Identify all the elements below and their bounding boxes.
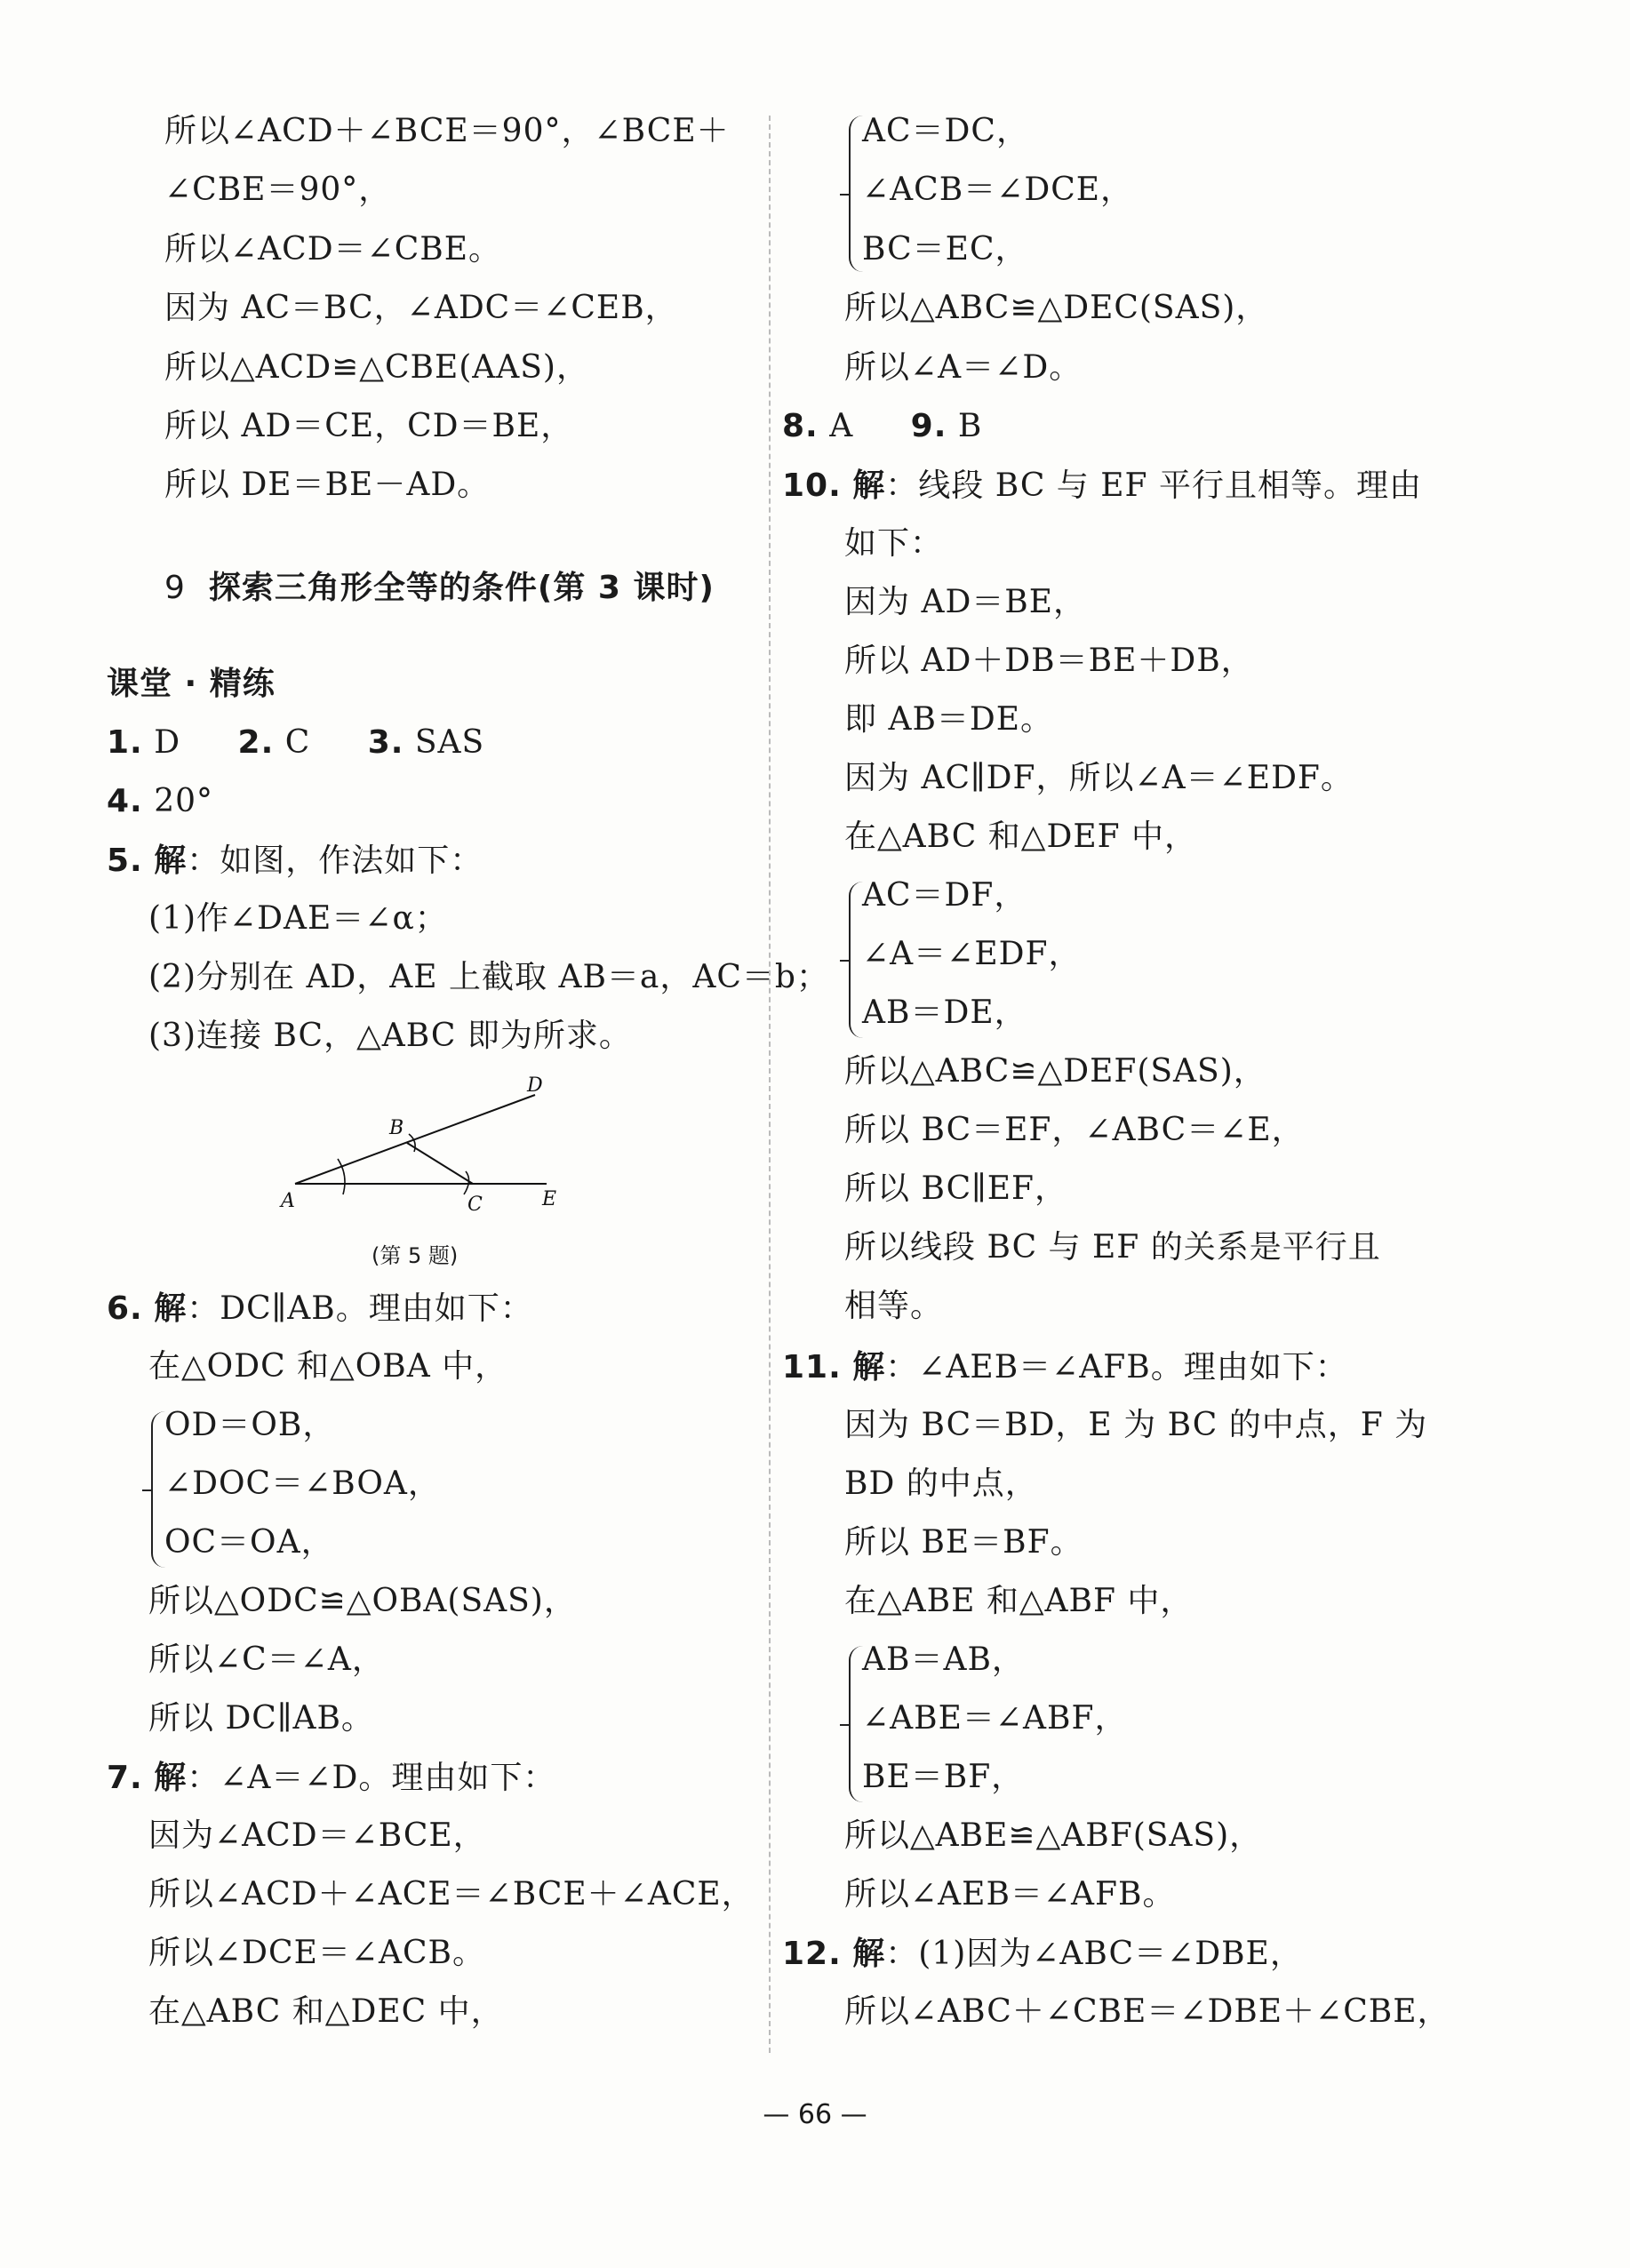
answer-10 xyxy=(782,466,1422,506)
answer-4 xyxy=(107,782,213,821)
figure-label-a: A xyxy=(281,1190,295,1212)
text-line: 相等。 xyxy=(844,1288,944,1324)
solution-label: 解 xyxy=(852,467,886,504)
figure-label-c: C xyxy=(467,1194,483,1216)
subheading: 课堂 · 精练 xyxy=(107,666,276,702)
section-title: 探索三角形全等的条件(第 3 课时) xyxy=(208,570,715,606)
text-line: AB＝DE， xyxy=(862,994,1027,1031)
text-line: 在△ABC 和△DEF 中， xyxy=(844,819,1198,855)
text-line: 因为 AC∥DF，所以∠A＝∠EDF。 xyxy=(844,760,1354,796)
text-line: 如下： xyxy=(844,525,944,562)
text-line: ∠ACB＝∠DCE， xyxy=(862,172,1134,208)
answers-8-9 xyxy=(782,407,982,446)
text-line: 所以∠ACD＋∠ACE＝∠BCE＋∠ACE， xyxy=(148,1876,755,1913)
question-number: 1. xyxy=(107,724,143,761)
text-line: 在△ABE 和△ABF 中， xyxy=(844,1583,1194,1619)
text-line: 所以∠ACD＝∠CBE。 xyxy=(164,231,502,268)
text-line: 所以∠C＝∠A， xyxy=(148,1641,385,1678)
question-number: 8. xyxy=(782,408,819,444)
text-line: 所以∠ABC＋∠CBE＝∠DBE＋∠CBE， xyxy=(844,1993,1450,2030)
text-line: 因为∠ACD＝∠BCE， xyxy=(148,1817,486,1854)
text-line: AC＝DF， xyxy=(862,877,1027,914)
answer: SAS xyxy=(414,724,485,761)
answer-6 xyxy=(107,1289,533,1329)
figure-label-e: E xyxy=(542,1188,557,1210)
text-line: AB＝AB， xyxy=(862,1641,1025,1678)
answers-1-3 xyxy=(107,723,484,763)
answer: D xyxy=(154,724,181,761)
text-line: OD＝OB， xyxy=(164,1407,336,1443)
text-line: 所以线段 BC 与 EF 的关系是平行且 xyxy=(844,1229,1381,1266)
text-line: ∠CBE＝90°， xyxy=(164,172,392,208)
answer: 20° xyxy=(154,783,213,819)
text-line: 即 AB＝DE。 xyxy=(844,701,1054,738)
solution-label: 解 xyxy=(852,1935,886,1972)
text-line: 所以△ABE≌△ABF(SAS)， xyxy=(844,1817,1263,1854)
solution-intro: ：线段 BC 与 EF 平行且相等。理由 xyxy=(885,467,1422,504)
question-number: 11. xyxy=(782,1349,842,1386)
solution-intro: ：∠A＝∠D。理由如下： xyxy=(187,1760,556,1796)
answer-12 xyxy=(782,1934,1303,1974)
column-divider xyxy=(769,116,771,2053)
text-line: 因为 AC＝BC，∠ADC＝∠CEB， xyxy=(164,290,678,326)
question-number: 3. xyxy=(367,724,404,761)
question-number: 10. xyxy=(782,467,842,504)
figure-label-d: D xyxy=(527,1075,543,1097)
text-line: 所以 AD＝CE，CD＝BE， xyxy=(164,408,574,444)
text-line: 所以△ODC≌△OBA(SAS)， xyxy=(148,1583,577,1619)
section-heading xyxy=(164,569,715,608)
text-line: 所以△ACD≌△CBE(AAS)， xyxy=(164,349,589,386)
ray-ad xyxy=(295,1095,535,1184)
text-line: 所以 DC∥AB。 xyxy=(148,1700,374,1737)
page-number: — 66 — xyxy=(763,2099,867,2130)
solution-label: 解 xyxy=(154,1759,188,1796)
geometry-figure xyxy=(276,1075,569,1231)
text-line: 所以△ABC≌△DEC(SAS)， xyxy=(844,290,1269,326)
text-line: BD 的中点， xyxy=(844,1465,1038,1502)
solution-intro: ：DC∥AB。理由如下： xyxy=(187,1290,533,1327)
answer-11 xyxy=(782,1347,1348,1387)
answer: B xyxy=(957,408,983,444)
answer-5 xyxy=(107,841,483,881)
text-line: ∠ABE＝∠ABF， xyxy=(862,1700,1128,1737)
question-number: 4. xyxy=(107,783,143,819)
text-line: 所以 BC∥EF， xyxy=(844,1170,1067,1207)
text-line: 在△ODC 和△OBA 中， xyxy=(148,1348,508,1385)
question-number: 12. xyxy=(782,1936,842,1972)
section-number: 9 xyxy=(164,570,186,606)
text-line: 所以∠ACD＋∠BCE＝90°，∠BCE＋ xyxy=(164,113,730,149)
solution-intro: ：(1)因为∠ABC＝∠DBE， xyxy=(885,1936,1303,1972)
solution-label: 解 xyxy=(154,1290,188,1327)
question-number: 5. xyxy=(107,843,143,879)
text-line: 所以 BC＝EF，∠ABC＝∠E， xyxy=(844,1112,1305,1148)
text-line: 所以 AD＋DB＝BE＋DB， xyxy=(844,643,1254,679)
text-line: 所以∠DCE＝∠ACB。 xyxy=(148,1935,486,1971)
text-line: 所以∠A＝∠D。 xyxy=(844,349,1083,386)
text-line: OC＝OA， xyxy=(164,1524,334,1561)
text-line: (3)连接 BC，△ABC 即为所求。 xyxy=(148,1018,632,1054)
text-line: BC＝EC， xyxy=(862,231,1028,268)
text-line: 在△ABC 和△DEC 中， xyxy=(148,1993,504,2030)
text-line: 因为 BC＝BD，E 为 BC 的中点，F 为 xyxy=(844,1407,1428,1443)
answer: C xyxy=(284,724,311,761)
question-number: 2. xyxy=(237,724,275,761)
solution-label: 解 xyxy=(154,842,188,879)
figure-label-b: B xyxy=(389,1117,404,1139)
text-line: 因为 AD＝BE， xyxy=(844,584,1087,620)
arc-mark xyxy=(409,1134,415,1152)
solution-label: 解 xyxy=(852,1348,886,1386)
question-number: 9. xyxy=(910,408,947,444)
text-line: ∠A＝∠EDF， xyxy=(862,936,1082,972)
answer-7 xyxy=(107,1758,555,1798)
text-line: BE＝BF， xyxy=(862,1759,1025,1795)
text-line: 所以 BE＝BF。 xyxy=(844,1524,1083,1561)
text-line: 所以△ABC≌△DEF(SAS)， xyxy=(844,1053,1266,1090)
text-line: ∠DOC＝∠BOA， xyxy=(164,1465,441,1502)
solution-intro: ：∠AEB＝∠AFB。理由如下： xyxy=(885,1349,1348,1386)
answer: A xyxy=(829,408,854,444)
figure-caption: (第 5 题) xyxy=(372,1243,459,1268)
question-number: 6. xyxy=(107,1290,143,1327)
solution-intro: ：如图，作法如下： xyxy=(187,843,483,879)
text-line: 所以 DE＝BE－AD。 xyxy=(164,467,491,503)
text-line: (1)作∠DAE＝∠α； xyxy=(148,900,448,937)
question-number: 7. xyxy=(107,1760,143,1796)
text-line: (2)分别在 AD，AE 上截取 AB＝a，AC＝b； xyxy=(148,959,829,995)
text-line: 所以∠AEB＝∠AFB。 xyxy=(844,1876,1176,1913)
arc-mark xyxy=(338,1159,345,1194)
segment-bc xyxy=(407,1143,473,1184)
text-line: AC＝DC， xyxy=(862,113,1029,149)
